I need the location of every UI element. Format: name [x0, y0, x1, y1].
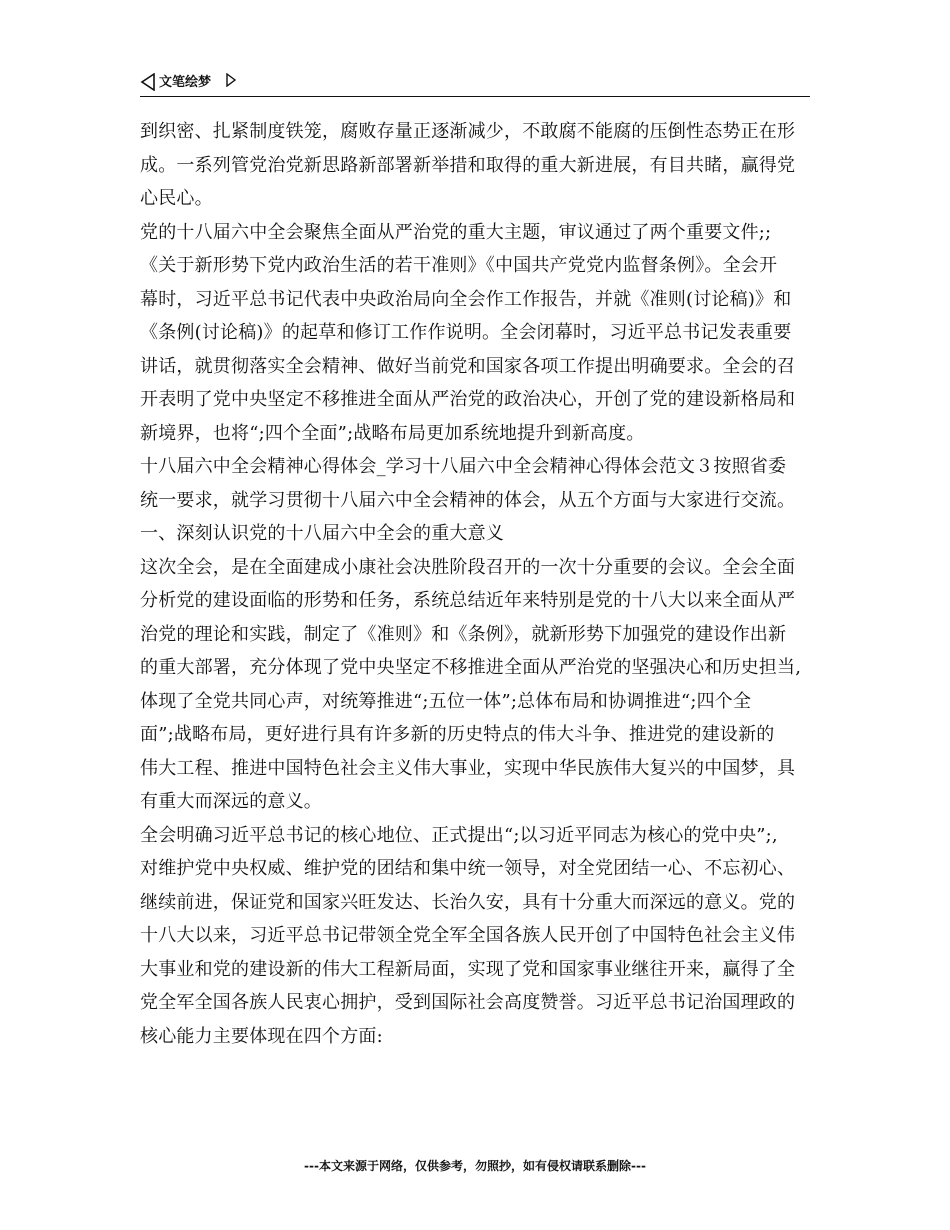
text-line: 全会明确习近平总书记的核心地位、正式提出“;以习近平同志为核心的党中央”;, — [140, 824, 778, 846]
text-line: 党的十八届六中全会聚焦全面从严治党的重大主题，审议通过了两个重要文件;; — [140, 221, 772, 243]
text-line: 核心能力主要体现在四个方面: — [140, 1025, 383, 1047]
text-line: 《关于新形势下党内政治生活的若干准则》《中国共产党党内监督条例》。全会开 — [140, 255, 778, 276]
text-line: 这次全会，是在全面建成小康社会决胜阶段召开的一次十分重要的会议。全会全面 — [140, 556, 796, 578]
text-line: 分析党的建设面临的形势和任务，系统总结近年来特别是党的十八大以来全面从严 — [140, 590, 796, 611]
text-line: 党全军全国各族人民衷心拥护，受到国际社会高度赞誉。习近平总书记治国理政的 — [140, 992, 796, 1013]
text-line: 大事业和党的建设新的伟大工程新局面，实现了党和国家事业继往开来，赢得了全 — [140, 958, 796, 980]
text-line: 治党的理论和实践，制定了《准则》和《条例》，就新形势下加强党的建设作出新 — [140, 623, 787, 645]
text-line: 十八届六中全会精神心得体会_学习十八届六中全会精神心得体会范文３按照省委 — [140, 456, 787, 477]
text-line: 继续前进，保证党和国家兴旺发达、长治久安，具有十分重大而深远的意义。党的 — [140, 891, 796, 913]
text-line: 面”;战略布局，更好进行具有许多新的历史特点的伟大斗争、推进党的建设新的 — [140, 724, 775, 745]
text-line: 有重大而深远的意义。 — [140, 791, 322, 812]
text-line: 开表明了党中央坚定不移推进全面从严治党的政治决心，开创了党的建设新格局和 — [140, 389, 796, 410]
footer-disclaimer: ---本文来源于网络，仅供参考，勿照抄，如有侵权请联系删除--- — [304, 1159, 646, 1173]
text-line: 《条例(讨论稿)》的起草和修订工作作说明。全会闭幕时，习近平总书记发表重要 — [140, 322, 792, 343]
text-line: 讲话，就贯彻落实全会精神、做好当前党和国家各项工作提出明确要求。全会的召 — [140, 355, 796, 377]
document-header — [140, 70, 810, 96]
text-line: 十八大以来，习近平总书记带领全党全军全国各族人民开创了中国特色社会主义伟 — [140, 925, 796, 946]
header-divider — [140, 96, 810, 97]
text-line: 幕时，习近平总书记代表中央政治局向全会作工作报告，并就《准则(讨论稿)》和 — [140, 288, 792, 310]
text-line: 对维护党中央权威、维护党的团结和集中统一领导，对全党团结一心、不忘初心、 — [140, 858, 796, 879]
text-line: 成。一系列管党治党新思路新部署新举措和取得的重大新进展，有目共睹，赢得党 — [140, 154, 796, 176]
text-line: 心民心。 — [140, 188, 213, 209]
triangle-right-icon — [225, 73, 237, 87]
text-line: 统一要求，就学习贯彻十八届六中全会精神的体会，从五个方面与大家进行交流。 — [140, 489, 796, 511]
document-body — [140, 115, 812, 1053]
header-title: 文笔绘梦 — [159, 75, 212, 90]
triangle-left-icon — [140, 73, 156, 91]
text-line: 的重大部署，充分体现了党中央坚定不移推进全面从严治党的坚强决心和历史担当, — [140, 657, 802, 678]
text-line: 新境界，也将“;四个全面”;战略布局更加系统地提升到新高度。 — [140, 422, 645, 444]
text-line: 伟大工程、推进中国特色社会主义伟大事业，实现中华民族伟大复兴的中国梦，具 — [140, 757, 796, 779]
text-line: 体现了全党共同心声，对统筹推进“;五位一体”;总体布局和协调推进“;四个全 — [140, 690, 752, 712]
text-line: 一、深刻认识党的十八届六中全会的重大意义 — [140, 523, 504, 544]
text-line: 到织密、扎紧制度铁笼，腐败存量正逐渐减少，不敢腐不能腐的压倒性态势正在形 — [140, 121, 796, 142]
